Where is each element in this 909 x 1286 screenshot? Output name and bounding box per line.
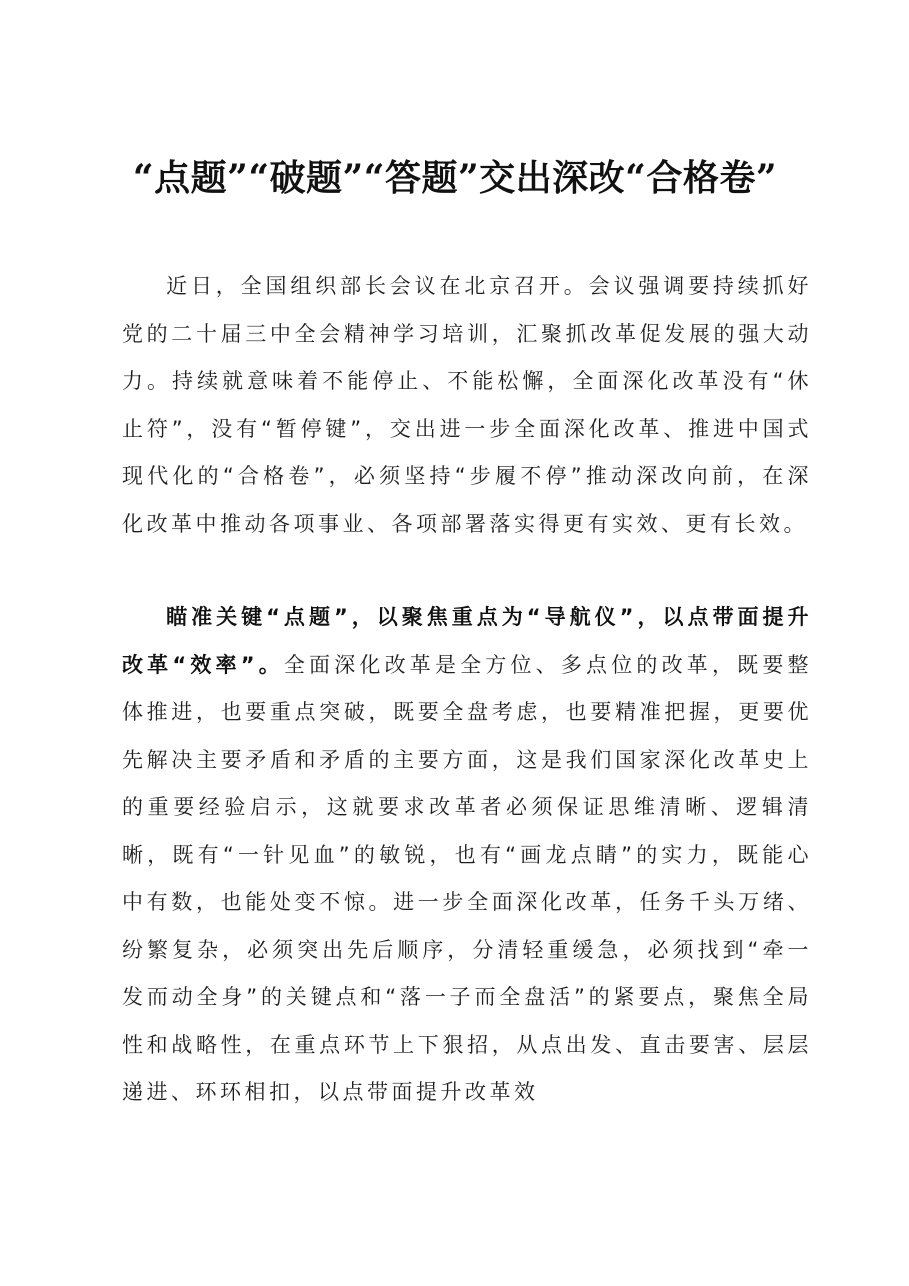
document-title: “点题”“破题”“答题”交出深改“合格卷” [132,157,778,199]
paragraph-point-topic-text: 全面深化改革是全方位、多点位的改革，既要整体推进，也要重点突破，既要全盘考虑，也要精准把握，更要优先解决主要矛盾和矛盾的主要方面，这是我们国家深化改革史上的重要经验启示，这就要求改革者必须保证思维清晰、逻辑清晰，既有“一针见血”的敏锐，也有“画龙点睛”的实力，既能心中有数，也能处变不惊。进一步全面深化改革，任务千头万绪、纷繁复杂，必须突出先后顺序，分清轻重缓急，必须找到“牵一发而动全身”的关键点和“落一子而全盘活”的紧要点，聚焦全局性和战略性，在重点环节上下狠招，从点出发、直击要害、层层递进、环环相扣，以点带面提升改革效 [122,652,812,1104]
paragraph-lead-heading: 瞄准关键“点题”，以聚焦重点为“导航仪”，以点带面提升改革“效率”。 [122,605,812,677]
paragraph-intro-text: 近日，全国组织部长会议在北京召开。会议强调要持续抓好党的二十届三中全会精神学习培训，汇聚抓改革促发展的强大动力。持续就意味着不能停止、不能松懈，全面深化改革没有“休止符”，没有“暂停键”，交出进一步全面深化改革、推进中国式现代化的“合格卷”，必须坚持“步履不停”推动深改向前，在深化改革中推动各项事业、各项部署落实得更有实效、更有长效。 [122,274,812,536]
paragraph-intro [122,263,812,548]
paragraph-point-topic [122,594,812,1117]
